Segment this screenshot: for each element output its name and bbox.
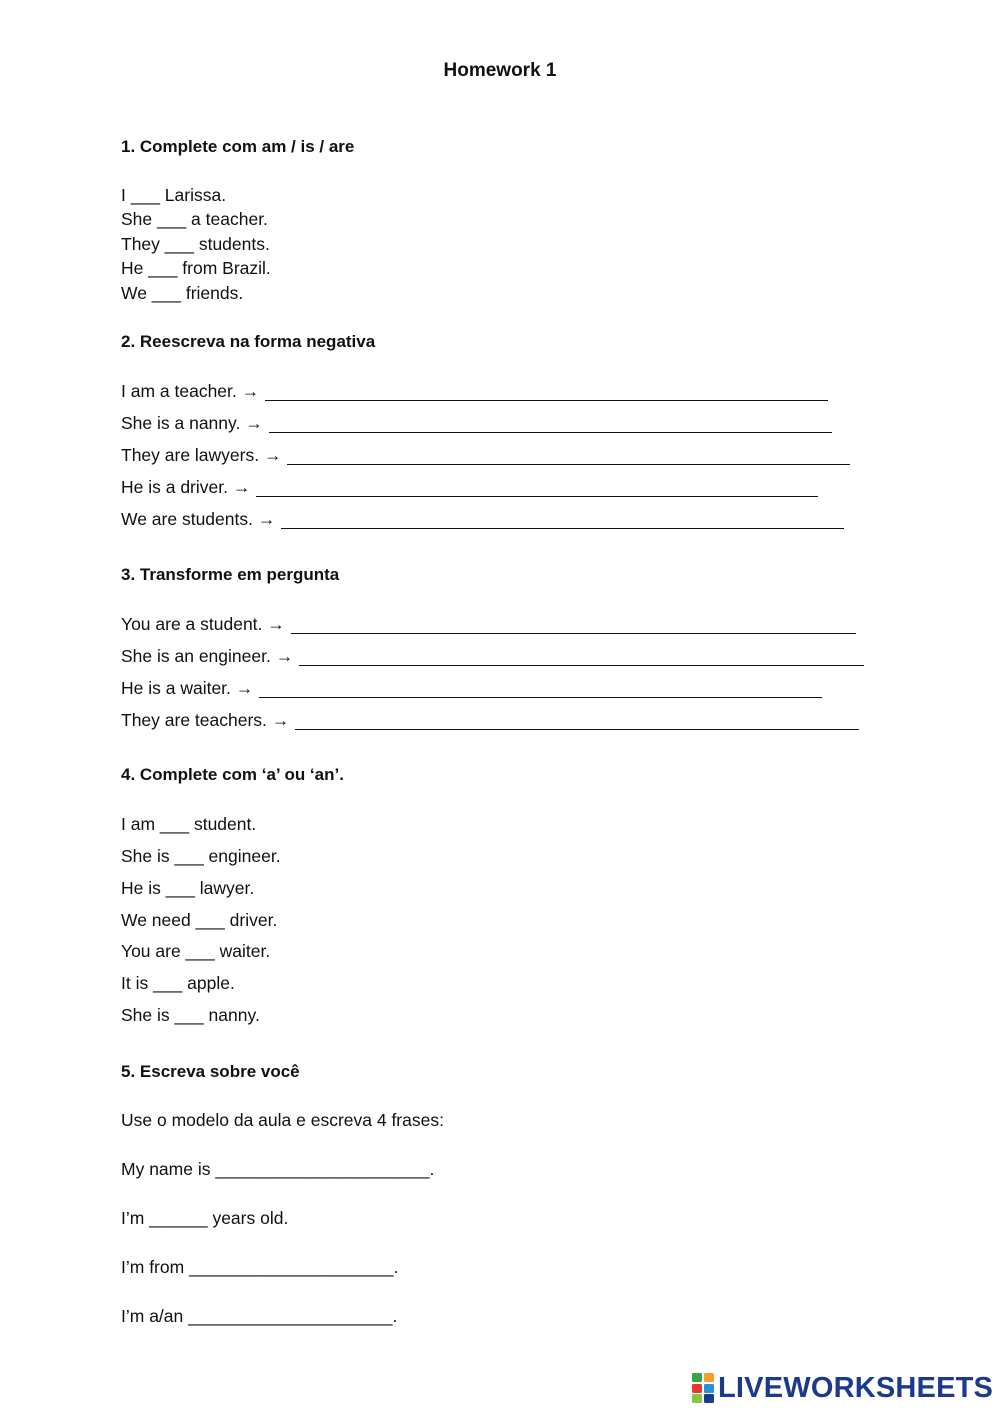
- section-5-intro: Use o modelo da aula e escreva 4 frases:: [121, 1110, 444, 1130]
- liveworksheets-logo[interactable]: [692, 1372, 993, 1404]
- answer-line: [291, 615, 856, 634]
- logo-blocks-icon: [692, 1373, 714, 1403]
- answer-line: [295, 711, 859, 730]
- section-4-item: She is ___ engineer.: [121, 846, 281, 866]
- answer-line: [281, 510, 844, 529]
- section-3-item: [121, 612, 856, 634]
- answer-line: [265, 382, 828, 401]
- section-2-prompt: We are students. →: [121, 509, 276, 529]
- answer-line: [256, 478, 818, 497]
- logo-text: LIVEWORKSHEETS: [718, 1372, 994, 1404]
- section-5-item: I’m from _____________________.: [121, 1257, 399, 1277]
- section-2-item: [121, 507, 844, 529]
- page-title: Homework 1: [443, 60, 557, 81]
- section-4-item: You are ___ waiter.: [121, 941, 271, 961]
- section-1-item: I ___ Larissa.: [121, 185, 227, 205]
- section-5-item: I’m a/an _____________________.: [121, 1306, 398, 1326]
- section-1-item: We ___ friends.: [121, 283, 244, 303]
- section-2-item: [121, 443, 850, 465]
- section-3-item: [121, 708, 859, 730]
- section-3-heading: 3. Transforme em pergunta: [121, 565, 340, 584]
- answer-line: [287, 446, 850, 465]
- logo-block: [692, 1394, 702, 1403]
- logo-block: [692, 1384, 702, 1393]
- section-2-item: [121, 475, 818, 497]
- section-4-item: He is ___ lawyer.: [121, 878, 255, 898]
- section-3-prompt: She is an engineer. →: [121, 646, 294, 666]
- answer-line: [259, 679, 822, 698]
- logo-block: [692, 1373, 702, 1382]
- section-3-prompt: You are a student. →: [121, 614, 285, 634]
- section-2-prompt: They are lawyers. →: [121, 445, 282, 465]
- section-2-item: [121, 411, 832, 433]
- logo-block: [704, 1384, 714, 1393]
- section-5-heading: 5. Escreva sobre você: [121, 1062, 300, 1081]
- section-3-item: [121, 676, 822, 698]
- section-4-item: We need ___ driver.: [121, 910, 278, 930]
- section-2-prompt: She is a nanny. →: [121, 413, 263, 433]
- section-2-prompt: I am a teacher. →: [121, 381, 260, 401]
- answer-line: [299, 647, 864, 666]
- section-1-item: They ___ students.: [121, 234, 270, 254]
- logo-block: [704, 1394, 714, 1403]
- section-5-item: My name is ______________________.: [121, 1159, 435, 1179]
- section-4-item: I am ___ student.: [121, 814, 257, 834]
- section-4-item: It is ___ apple.: [121, 973, 235, 993]
- section-2-item: [121, 379, 828, 401]
- logo-block: [704, 1373, 714, 1382]
- section-3-prompt: They are teachers. →: [121, 710, 290, 730]
- section-1-heading: 1. Complete com am / is / are: [121, 137, 355, 156]
- section-2-heading: 2. Reescreva na forma negativa: [121, 332, 376, 351]
- section-2-prompt: He is a driver. →: [121, 477, 251, 497]
- answer-line: [269, 414, 832, 433]
- section-1-item: He ___ from Brazil.: [121, 258, 271, 278]
- section-3-item: [121, 644, 864, 666]
- section-3-prompt: He is a waiter. →: [121, 678, 254, 698]
- section-5-item: I’m ______ years old.: [121, 1208, 289, 1228]
- section-4-item: She is ___ nanny.: [121, 1005, 260, 1025]
- section-4-heading: 4. Complete com ‘a’ ou ‘an’.: [121, 765, 344, 784]
- section-1-item: She ___ a teacher.: [121, 209, 268, 229]
